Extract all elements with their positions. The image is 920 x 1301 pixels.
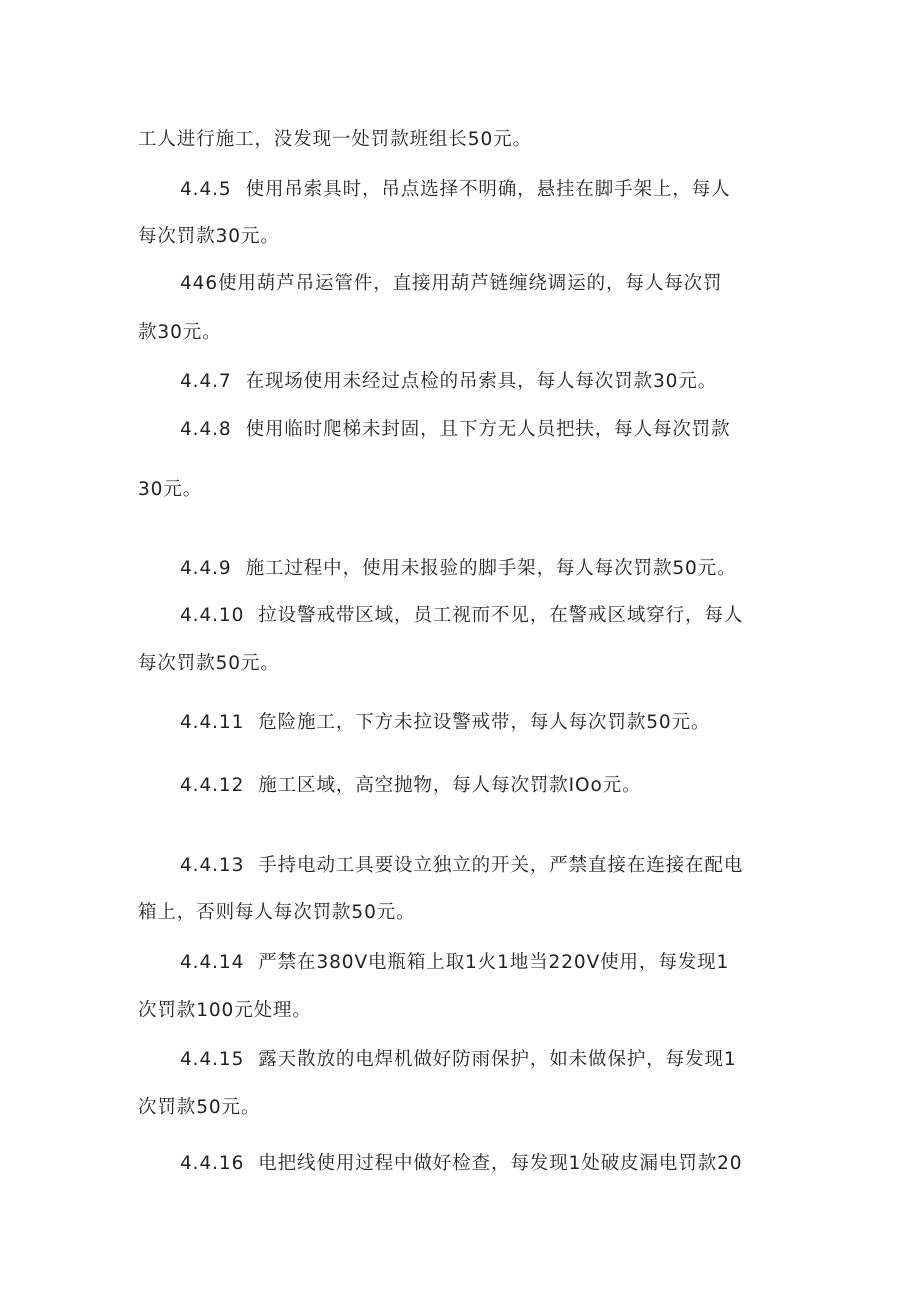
paragraph-line: 危险施工，下方未拉设警戒带，每人每次罚款50元。 xyxy=(258,712,711,733)
paragraph-line: 在现场使用未经过点检的吊索具，每人每次罚款30元。 xyxy=(245,371,718,392)
clause-number: 4.4.15 xyxy=(180,1049,245,1070)
paragraph-4-4-14 xyxy=(180,951,840,975)
clause-number: 4.4.14 xyxy=(180,952,245,973)
paragraph-446 xyxy=(180,272,840,296)
paragraph-4-4-15 xyxy=(180,1048,840,1072)
paragraph-line: 款30元。 xyxy=(138,322,222,343)
paragraph-line: 使用临时爬梯未封固，且下方无人员把扶，每人每次罚款 xyxy=(245,419,731,440)
paragraph-line: 工人进行施工，没发现一处罚款班组长50元。 xyxy=(138,129,532,150)
paragraph-line: 次罚款50元。 xyxy=(138,1097,261,1118)
paragraph-line: 严禁在380V电瓶箱上取1火1地当220V使用，每发现1 xyxy=(258,952,730,973)
paragraph-line: 露天散放的电焊机做好防雨保护，如未做保护，每发现1 xyxy=(258,1049,737,1070)
clause-number: 4.4.7 xyxy=(180,371,232,392)
paragraph-line: 施工区域，高空抛物，每人每次罚款IOo元。 xyxy=(258,775,642,796)
paragraph-line: 手持电动工具要设立独立的开关，严禁直接在连接在配电 xyxy=(258,855,744,876)
paragraph-4-4-16 xyxy=(180,1152,840,1176)
paragraph-line: 拉设警戒带区域，员工视而不见，在警戒区域穿行，每人 xyxy=(258,605,744,626)
paragraph-line: 次罚款100元处理。 xyxy=(138,1000,312,1021)
paragraph-4-4-11 xyxy=(180,711,840,735)
paragraph-4-4-8 xyxy=(180,418,840,442)
paragraph-4-4-9 xyxy=(180,557,840,581)
clause-number: 4.4.12 xyxy=(180,775,245,796)
paragraph-4-4-10 xyxy=(180,604,840,628)
clause-number: 4.4.5 xyxy=(180,179,232,200)
clause-number: 4.4.13 xyxy=(180,855,245,876)
clause-number: 4.4.11 xyxy=(180,712,245,733)
paragraph-4-4-5 xyxy=(180,178,840,202)
clause-number: 4.4.16 xyxy=(180,1153,245,1174)
paragraph-4-4-7 xyxy=(180,370,840,394)
paragraph-line: 电把线使用过程中做好检查，每发现1处破皮漏电罚款20 xyxy=(258,1153,743,1174)
paragraph-line: 施工过程中，使用未报验的脚手架，每人每次罚款50元。 xyxy=(245,558,737,579)
paragraph-4-4-13 xyxy=(180,854,840,878)
paragraph-line: 箱上，否则每人每次罚款50元。 xyxy=(138,902,416,923)
clause-number: 4.4.9 xyxy=(180,558,232,579)
paragraph-line: 30元。 xyxy=(138,479,203,500)
clause-number: 4.4.8 xyxy=(180,419,232,440)
clause-number: 4.4.10 xyxy=(180,605,245,626)
paragraph-line: 每次罚款30元。 xyxy=(138,226,280,247)
paragraph-line: 446使用葫芦吊运管件，直接用葫芦链缠绕调运的，每人每次罚 xyxy=(180,273,723,294)
paragraph-4-4-12 xyxy=(180,774,840,798)
paragraph-line: 每次罚款50元。 xyxy=(138,653,280,674)
paragraph-line: 使用吊索具时，吊点选择不明确，悬挂在脚手架上，每人 xyxy=(245,179,731,200)
